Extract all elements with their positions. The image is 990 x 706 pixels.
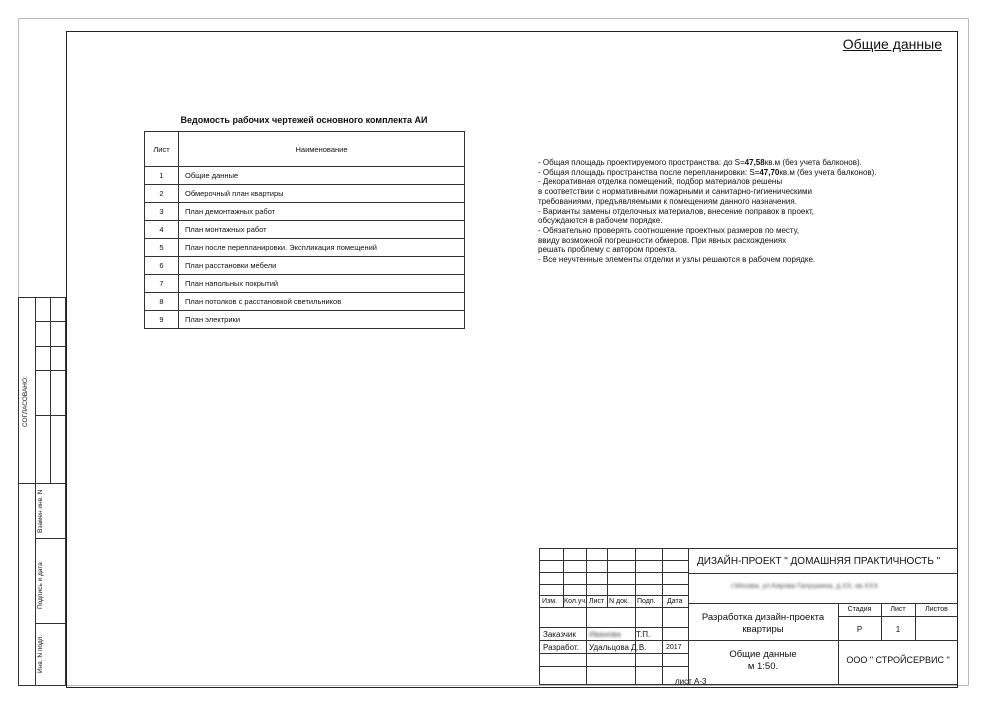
note-area-before-prefix: - Общая площадь проектируемого пространства: до S= [538,158,745,167]
title-block [539,548,958,685]
note-area-after-suffix: кв.м (без учета балконов). [779,167,877,177]
note-area-after-prefix: - Общая площадь пространства после перепланировки: S= [538,167,760,177]
note-line: требованиями, предъявляемыми к помещениям данного назначения. [538,196,797,206]
col-podp: Подп. [637,598,656,605]
row-name: План напольных покрытий [179,275,465,293]
col-ndok: N док. [609,598,629,605]
col-sheet-header: Лист [145,132,179,167]
table-row [145,275,465,293]
year: 2017 [666,644,682,651]
table-row [145,221,465,239]
developer-label: Разработ. [543,643,579,652]
agreed-row [35,321,66,347]
stage-value: Р [856,625,863,634]
row-name: План демонтажных работ [179,203,465,221]
doc-line1: Общие данные [729,649,797,660]
table-row [145,257,465,275]
row-name: План расстановки мебели [179,257,465,275]
row-name: План монтажных работ [179,221,465,239]
doc-line2: м 1:50. [747,661,779,672]
work-line1: Разработка дизайн-проекта [701,612,825,623]
area-before-value: 47,58 [744,158,765,167]
replace-inv-label: Взамен инв. N [37,489,44,533]
note-line: обсуждаются в рабочем порядке. [538,216,663,226]
agreed-row [35,370,66,416]
note-area-after [538,168,953,178]
sheet-format-label: лист А-3 [675,677,707,686]
row-name: План после перепланировки. Экспликация помещений [179,239,465,257]
row-name: План потолков с расстановкой светильников [179,293,465,311]
developer-name: Удальцова Д.В. [589,643,647,652]
table-row [145,167,465,185]
stamp-left-margin [18,483,36,686]
table-row [145,311,465,329]
general-notes [538,158,953,265]
page-title: Общие данные [842,36,942,52]
note-line: ввиду возможной погрешности обмеров. При явных расхождениях [538,235,787,245]
table-row [145,239,465,257]
row-name: План электрики [179,311,465,329]
side-approval-stamp [18,297,66,686]
schedule-title: Ведомость рабочих чертежей основного комплекта АИ [180,115,428,125]
note-line: решать проблему с автором проекта. [538,245,677,255]
area-after-value: 47,70 [759,167,780,177]
customer-name: Иванова [589,630,621,639]
stage-label: Стадия [847,606,872,613]
row-num: 5 [145,239,179,257]
row-num: 4 [145,221,179,239]
note-line: - Варианты замены отделочных материалов, внесение поправок в проект, [538,206,814,216]
row-num: 6 [145,257,179,275]
table-row [145,293,465,311]
col-izm: Изм. [542,598,557,605]
work-line2: квартиры [742,624,784,635]
row-num: 2 [145,185,179,203]
row-num: 1 [145,167,179,185]
col-name-header: Наименование [179,132,465,167]
note-line: - Все неучтенные элементы отделки и узлы решаются в рабочем порядке. [538,255,816,265]
drawing-schedule-table [144,131,465,329]
schedule-header-row [145,132,465,167]
row-num: 8 [145,293,179,311]
row-name: Обмерочный план квартиры [179,185,465,203]
row-num: 3 [145,203,179,221]
note-line: в соответствии с нормативными пожарными и санитарно-гигиеническими [538,187,812,197]
row-name: Общие данные [179,167,465,185]
col-koluch: Кол.уч. [564,598,587,605]
note-line: - Декоративная отделка помещений, подбор материалов решены [538,177,783,187]
col-data: Дата [667,598,683,605]
sheets-label: Листов [925,606,948,613]
customer-label: Заказчик [543,630,576,639]
table-row [145,185,465,203]
agreed-label: СОГЛАСОВАНО: [22,376,29,427]
sign-date-label: Подпись и дата [37,562,44,609]
table-row [145,203,465,221]
note-area-before-suffix: кв.м (без учета балконов). [764,158,862,167]
project-title: ДИЗАЙН-ПРОЕКТ " ДОМАШНЯЯ ПРАКТИЧНОСТЬ " [697,556,941,567]
row-num: 7 [145,275,179,293]
note-area-before [538,158,953,168]
customer-initials: Т.П. [636,630,651,639]
row-num: 9 [145,311,179,329]
company-name: ООО " СТРОЙСЕРВИС " [846,655,950,665]
sheet-label: Лист [890,606,906,613]
inv-orig-label: Инв. N подл. [37,634,44,673]
col-list: Лист [589,598,605,605]
sheet-value: 1 [895,625,901,634]
note-line: - Обязательно проверять соотношение проектных размеров по месту, [538,225,800,235]
address: г.Москва, ул.Кирова Галушкина, д.XX, кв.XXX [731,583,879,590]
